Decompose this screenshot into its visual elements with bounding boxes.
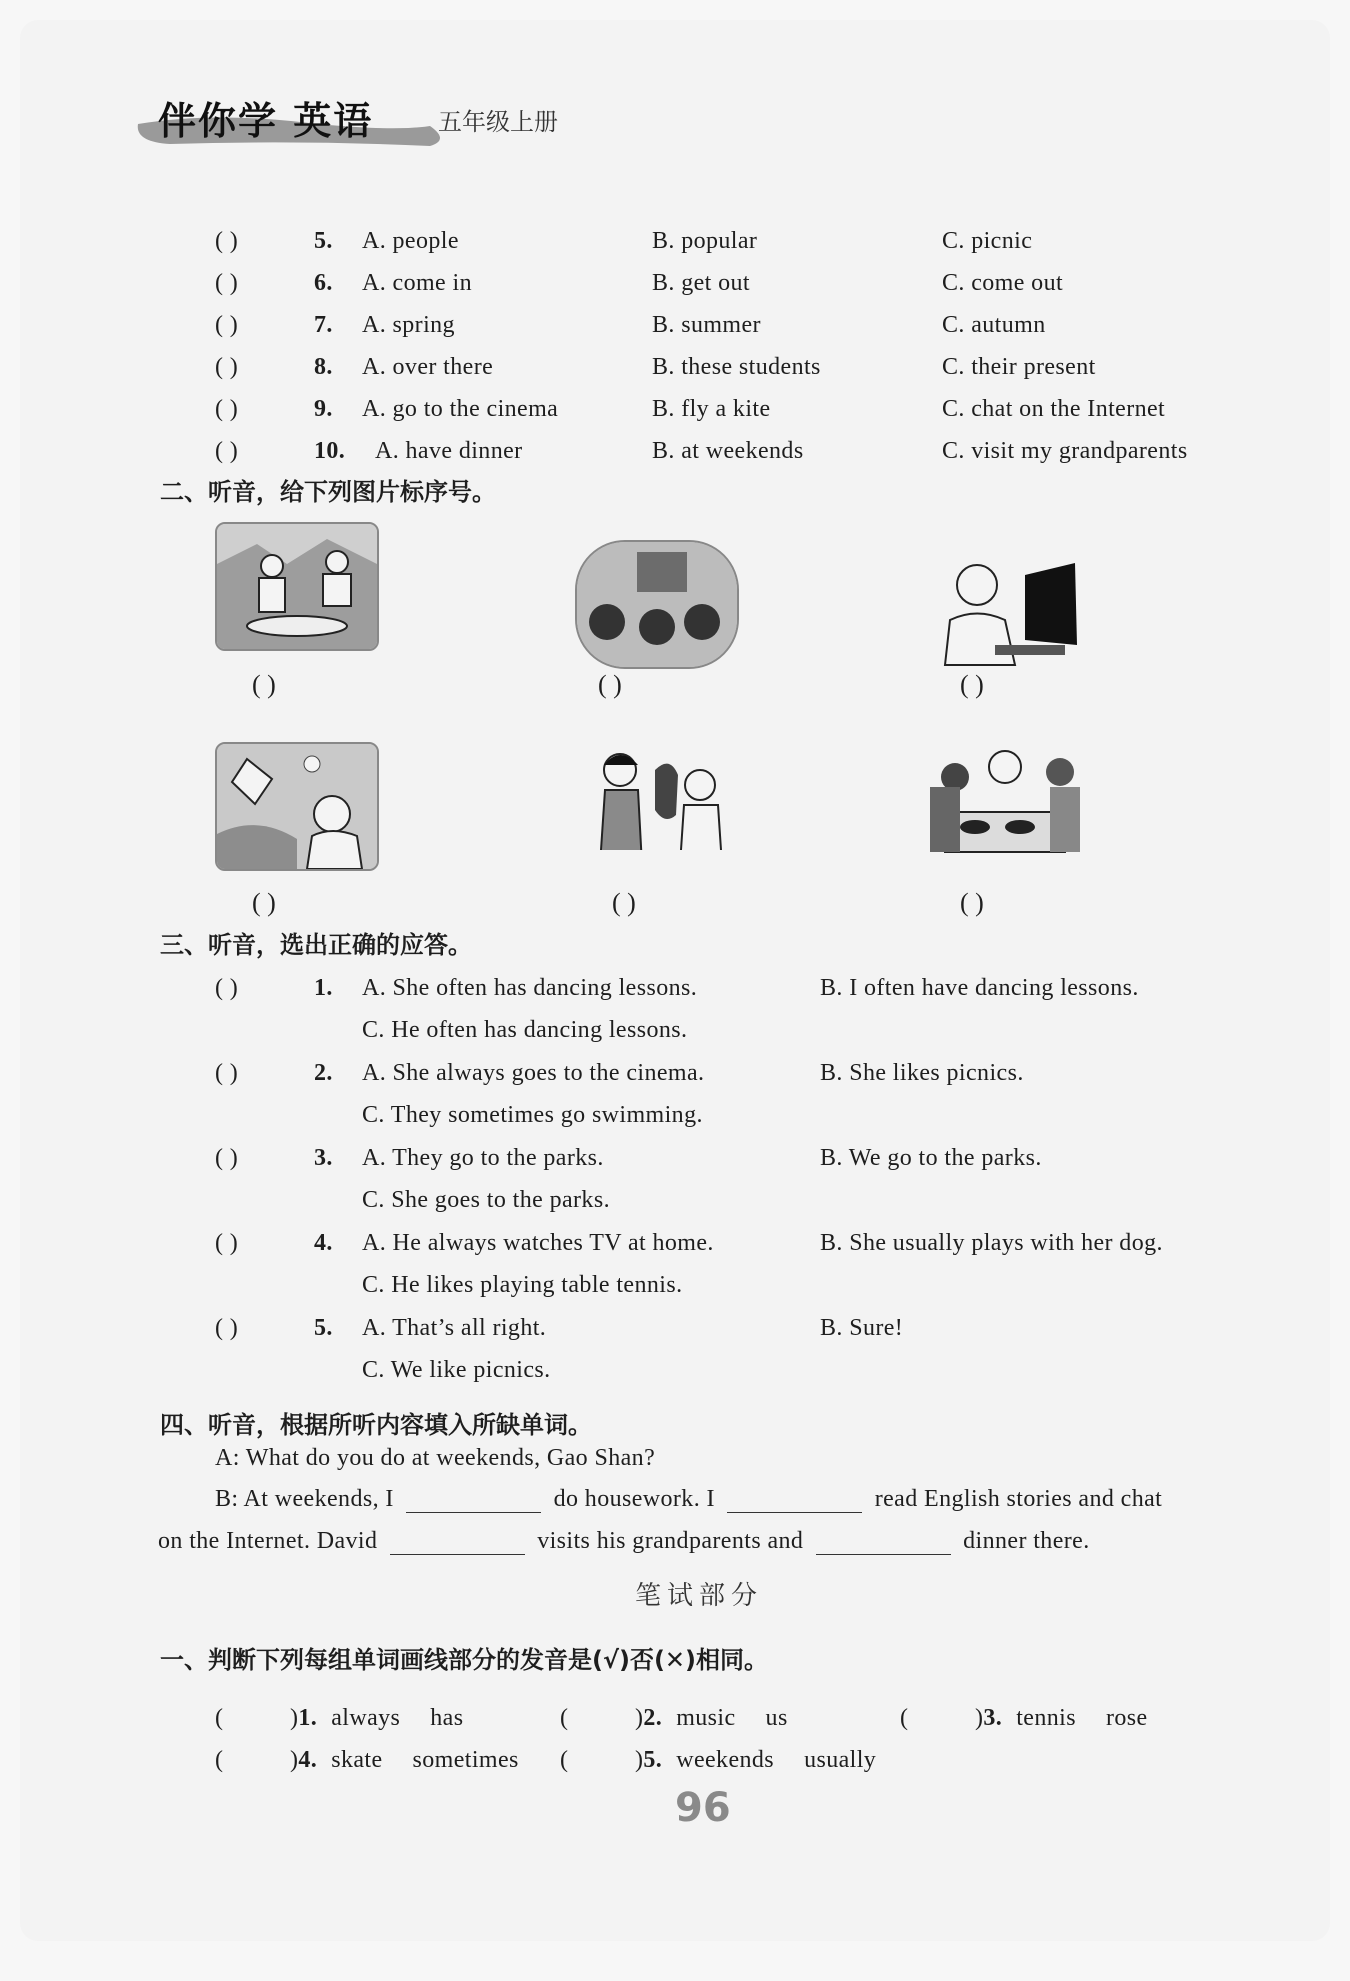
picture-answer-paren-5[interactable]: ( ) (612, 888, 636, 917)
dialogue-c-part1: on the Internet. David (158, 1528, 378, 1554)
option-b: B. I often have dancing lessons. (820, 975, 1139, 1001)
picnic-illustration (217, 524, 377, 649)
option-a: A. go to the cinema (362, 396, 559, 422)
question-number: 9. (314, 396, 333, 422)
option-b: B. summer (652, 312, 761, 338)
option-a: A. They go to the parks. (362, 1145, 604, 1171)
option-b: B. fly a kite (652, 396, 771, 422)
picture-answer-paren-3[interactable]: ( ) (960, 670, 984, 699)
answer-paren[interactable]: ( ) (215, 1315, 239, 1341)
paren-open[interactable]: ( (560, 1747, 569, 1773)
dialogue-line-b (215, 1486, 1162, 1513)
option-c: C. chat on the Internet (942, 396, 1166, 422)
dialogue-line-a: A: What do you do at weekends, Gao Shan? (215, 1445, 656, 1471)
dialogue-b-part2: do housework. I (553, 1486, 715, 1512)
word-2: us (765, 1705, 788, 1731)
answer-paren[interactable]: ( ) (215, 270, 239, 296)
cinema-illustration (577, 542, 737, 667)
pronunciation-item (900, 1705, 1148, 1732)
option-a: A. That’s all right. (362, 1315, 547, 1341)
dialogue-c-part3: dinner there. (963, 1528, 1090, 1554)
word-1: skate (331, 1747, 383, 1773)
option-a: A. She often has dancing lessons. (362, 975, 698, 1001)
question-number: 3. (983, 1705, 1003, 1731)
question-number: 5. (314, 1315, 333, 1341)
option-c: C. their present (942, 354, 1096, 380)
paren-close[interactable]: ) (635, 1747, 644, 1773)
question-number: 10. (314, 438, 346, 464)
question-number: 1. (298, 1705, 318, 1731)
option-c: C. visit my grandparents (942, 438, 1188, 464)
answer-paren[interactable]: ( ) (215, 1060, 239, 1086)
option-b: B. these students (652, 354, 821, 380)
option-c: C. She goes to the parks. (362, 1187, 610, 1213)
word-1: tennis (1016, 1705, 1076, 1731)
option-c: C. We like picnics. (362, 1357, 551, 1383)
page-number: 96 (675, 1785, 731, 1831)
header-title: 伴你学 英语 (158, 99, 374, 143)
option-c: C. come out (942, 270, 1064, 296)
option-a: A. have dinner (375, 438, 523, 464)
picture-cinema (575, 540, 739, 669)
paren-close[interactable]: ) (975, 1705, 984, 1731)
blank-2[interactable] (727, 1486, 862, 1513)
option-a: A. She always goes to the cinema. (362, 1060, 705, 1086)
kite-illustration (217, 744, 377, 869)
paren-open[interactable]: ( (215, 1747, 224, 1773)
word-1: always (331, 1705, 401, 1731)
worksheet-page (20, 20, 1330, 1941)
word-1: music (676, 1705, 736, 1731)
written-part-title: 笔试部分 (635, 1581, 764, 1611)
dialogue-c-part2: visits his grandparents and (537, 1528, 804, 1554)
answer-paren[interactable]: ( ) (215, 228, 239, 254)
paren-close[interactable]: ) (290, 1705, 299, 1731)
option-b: B. She likes picnics. (820, 1060, 1024, 1086)
answer-paren[interactable]: ( ) (215, 1230, 239, 1256)
pronunciation-item (560, 1705, 788, 1732)
dialogue-b-part3: read English stories and chat (874, 1486, 1163, 1512)
pronunciation-item (215, 1705, 463, 1732)
question-number: 4. (314, 1230, 333, 1256)
answer-paren[interactable]: ( ) (215, 354, 239, 380)
question-number: 4. (298, 1747, 318, 1773)
section4-title: 四、听音，根据所听内容填入所缺单词。 (160, 1411, 592, 1439)
blank-3[interactable] (390, 1528, 525, 1555)
header-grade: 五年级上册 (438, 108, 558, 136)
option-b: B. We go to the parks. (820, 1145, 1042, 1171)
option-b: B. She usually plays with her dog. (820, 1230, 1163, 1256)
option-c: C. autumn (942, 312, 1046, 338)
blank-4[interactable] (816, 1528, 951, 1555)
dinner-illustration (925, 742, 1085, 867)
option-a: A. He always watches TV at home. (362, 1230, 714, 1256)
option-b: B. get out (652, 270, 750, 296)
option-c: C. They sometimes go swimming. (362, 1102, 703, 1128)
picture-computer (925, 545, 1085, 670)
section2-title: 二、听音，给下列图片标序号。 (160, 478, 496, 506)
paren-close[interactable]: ) (290, 1747, 299, 1773)
pronunciation-item (215, 1747, 519, 1774)
answer-paren[interactable]: ( ) (215, 438, 239, 464)
paren-open[interactable]: ( (900, 1705, 909, 1731)
paren-close[interactable]: ) (635, 1705, 644, 1731)
option-c: C. He often has dancing lessons. (362, 1017, 688, 1043)
pronunciation-item (560, 1747, 876, 1774)
question-number: 2. (643, 1705, 663, 1731)
word-1: weekends (676, 1747, 775, 1773)
option-c: C. He likes playing table tennis. (362, 1272, 683, 1298)
dog-illustration (580, 725, 740, 850)
picture-answer-paren-4[interactable]: ( ) (252, 888, 276, 917)
word-2: usually (804, 1747, 877, 1773)
question-number: 5. (314, 228, 333, 254)
computer-illustration (925, 545, 1085, 670)
answer-paren[interactable]: ( ) (215, 1145, 239, 1171)
option-a: A. over there (362, 354, 494, 380)
paren-open[interactable]: ( (215, 1705, 224, 1731)
question-number: 8. (314, 354, 333, 380)
question-number: 5. (643, 1747, 663, 1773)
word-2: has (430, 1705, 464, 1731)
dialogue-b-part1: B: At weekends, I (215, 1486, 394, 1512)
written1-title: 一、判断下列每组单词画线部分的发音是(√)否(✕)相同。 (160, 1646, 768, 1674)
option-b: B. Sure! (820, 1315, 904, 1341)
dialogue-line-c (158, 1528, 1090, 1555)
picture-dog (580, 725, 740, 850)
picture-answer-paren-6[interactable]: ( ) (960, 888, 984, 917)
picture-answer-paren-1[interactable]: ( ) (252, 670, 276, 699)
question-number: 3. (314, 1145, 333, 1171)
picture-kite (215, 742, 379, 871)
section3-title: 三、听音，选出正确的应答。 (160, 931, 472, 959)
option-c: C. picnic (942, 228, 1033, 254)
blank-1[interactable] (406, 1486, 541, 1513)
option-a: A. spring (362, 312, 455, 338)
question-number: 2. (314, 1060, 333, 1086)
picture-answer-paren-2[interactable]: ( ) (598, 670, 622, 699)
question-number: 1. (314, 975, 333, 1001)
option-a: A. come in (362, 270, 472, 296)
option-b: B. popular (652, 228, 758, 254)
option-a: A. people (362, 228, 459, 254)
answer-paren[interactable]: ( ) (215, 396, 239, 422)
picture-picnic (215, 522, 379, 651)
paren-open[interactable]: ( (560, 1705, 569, 1731)
picture-dinner (925, 742, 1085, 867)
question-number: 6. (314, 270, 333, 296)
word-2: sometimes (412, 1747, 519, 1773)
option-b: B. at weekends (652, 438, 804, 464)
word-2: rose (1105, 1705, 1148, 1731)
question-number: 7. (314, 312, 333, 338)
answer-paren[interactable]: ( ) (215, 975, 239, 1001)
answer-paren[interactable]: ( ) (215, 312, 239, 338)
